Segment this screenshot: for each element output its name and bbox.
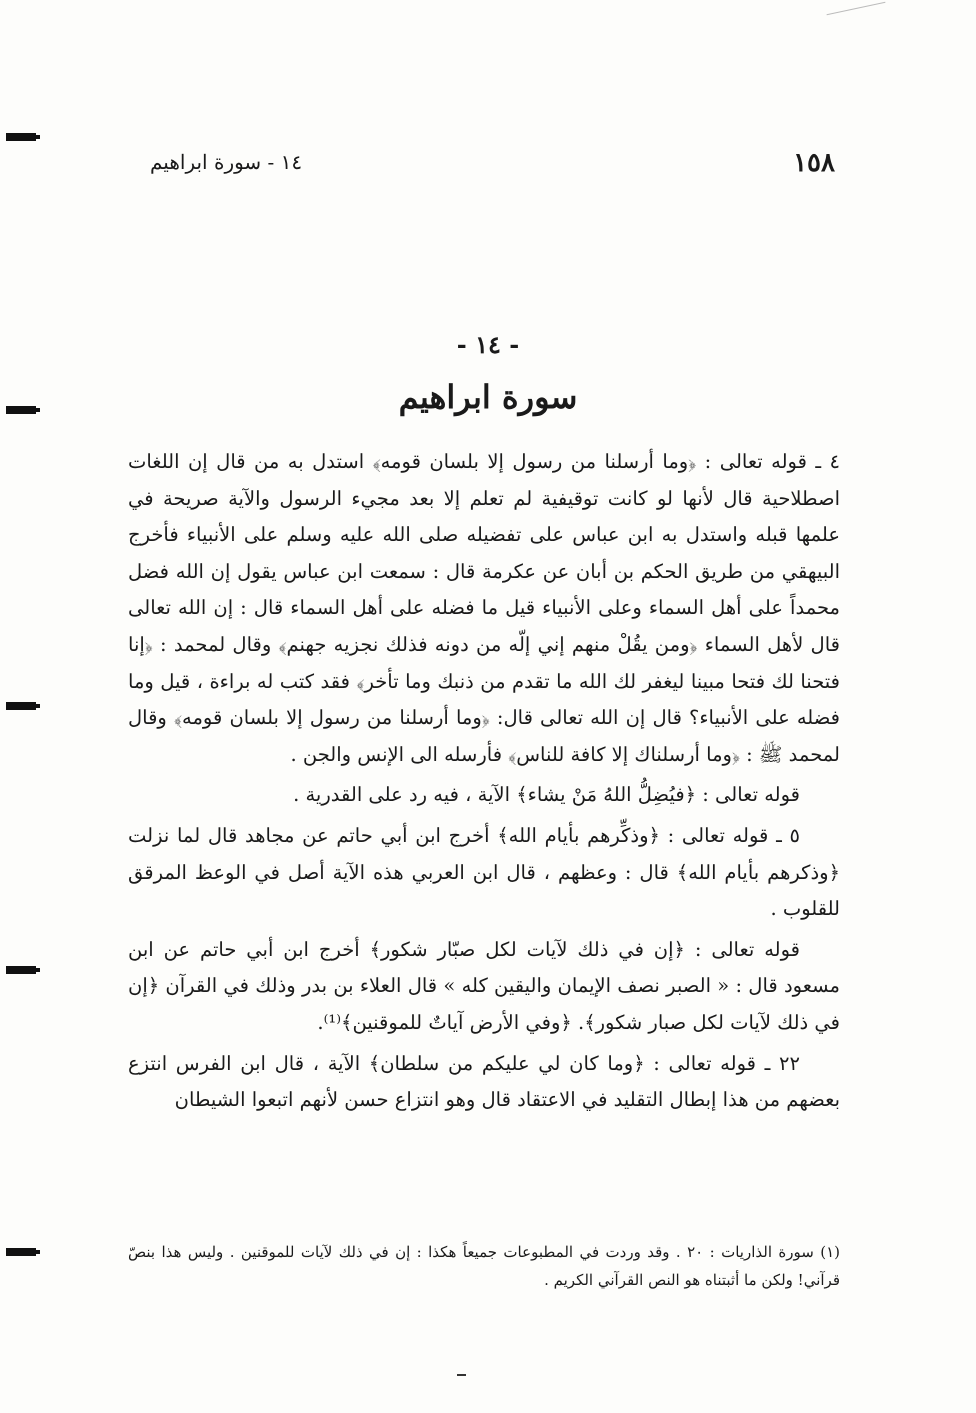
paragraph: ٤ ـ قوله تعالى : ﴿وما أرسلنا من رسول إلا بلسان قومه﴾ استدل به من قال إن اللغات اصطلاحية قال لأنها لو كانت توقيفية لم تعلم إلا بعد مجيء الرسول والآية صريحة في علمها قبله واستدل به ابن عباس على تفضيله صلى الله عليه وسلم على الأنبياء فأخرج البيهقي من طريق الحكم بن أبان عن عكرمة قال : سمعت ابن عباس يقول إن الله فضل محمداً على أهل السماء وعلى الأنبياء قيل ما فضله على أهل السماء قال : إن الله تعالى قال لأهل السماء ﴿ومن يقُلْ منهم إني إلّه من دونه فذلك نجزيه جهنم﴾ وقال لمحمد : ﴿إنا فتحنا لك فتحا مبينا ليغفر لك الله ما تقدم من ذنبك وما تأخر﴾ فقد كتب له براءة ، قيل وما فضله على الأنبياء؟ قال إن الله تعالى قال: ﴿وما أرسلنا من رسول إلا بلسان قومه﴾ وقال لمحمد ﷺ : ﴿وما أرسلناك إلا كافة للناس﴾ فأرسله الى الإنس والجن . <box>128 450 840 766</box>
margin-mark <box>6 702 36 710</box>
paragraph: ٢٢ ـ قوله تعالى : ﴿وما كان لي عليكم من سلطان﴾ الآية ، قال ابن الفرس انتزع بعضهم من هذا إبطال التقليد في الاعتقاد قال وهو انتزاع حسن لأنهم اتبعوا الشيطان <box>128 1051 840 1112</box>
page-end-mark <box>457 1374 466 1376</box>
paragraph: قوله تعالى : ﴿فيُضِلُّ اللهُ مَنْ يشاء﴾ الآية ، فيه رد على القدرية . <box>293 783 800 807</box>
margin-mark <box>6 966 36 974</box>
margin-mark <box>6 1248 36 1256</box>
chapter-number: - ١٤ - <box>456 330 520 359</box>
running-title: ١٤ - سورة ابراهيم <box>150 150 303 174</box>
footnote: (١) سورة الذاريات : ٢٠ . وقد وردت في المطبوعات جميعاً هكذا : إن في ذلك لآيات للموقنين . وليس هذا بنصّ قرآني! ولكن ما أثبتناه هو النص القرآني الكريم . <box>128 1243 840 1289</box>
corner-mark <box>827 2 886 15</box>
chapter-title: سورة ابراهيم <box>398 378 578 416</box>
margin-mark <box>6 133 36 141</box>
body-text <box>128 444 840 1123</box>
paragraph: قوله تعالى : ﴿إن في ذلك لآيات لكل صبّار شكور﴾ أخرج ابن أبي حاتم عن ابن مسعود قال : « الصبر نصف الإيمان واليقين كله » قال العلاء بن بدر وذلك في القرآن ﴿إن في ذلك لآيات لكل صبار شكور﴾. ﴿وفي الأرض آياتٌ للموقنين﴾⁽¹⁾. <box>128 937 840 1034</box>
page-number: ١٥٨ <box>793 148 835 178</box>
paragraph: ٥ ـ قوله تعالى : ﴿وذكِّرهم بأيام الله﴾ أخرج ابن أبي حاتم عن مجاهد قال لما نزلت ﴿وذكرهم بأيام الله﴾ قال : وعظهم ، قال ابن العربي هذه الآية أصل في الوعظ المرقق للقلوب . <box>128 823 840 921</box>
